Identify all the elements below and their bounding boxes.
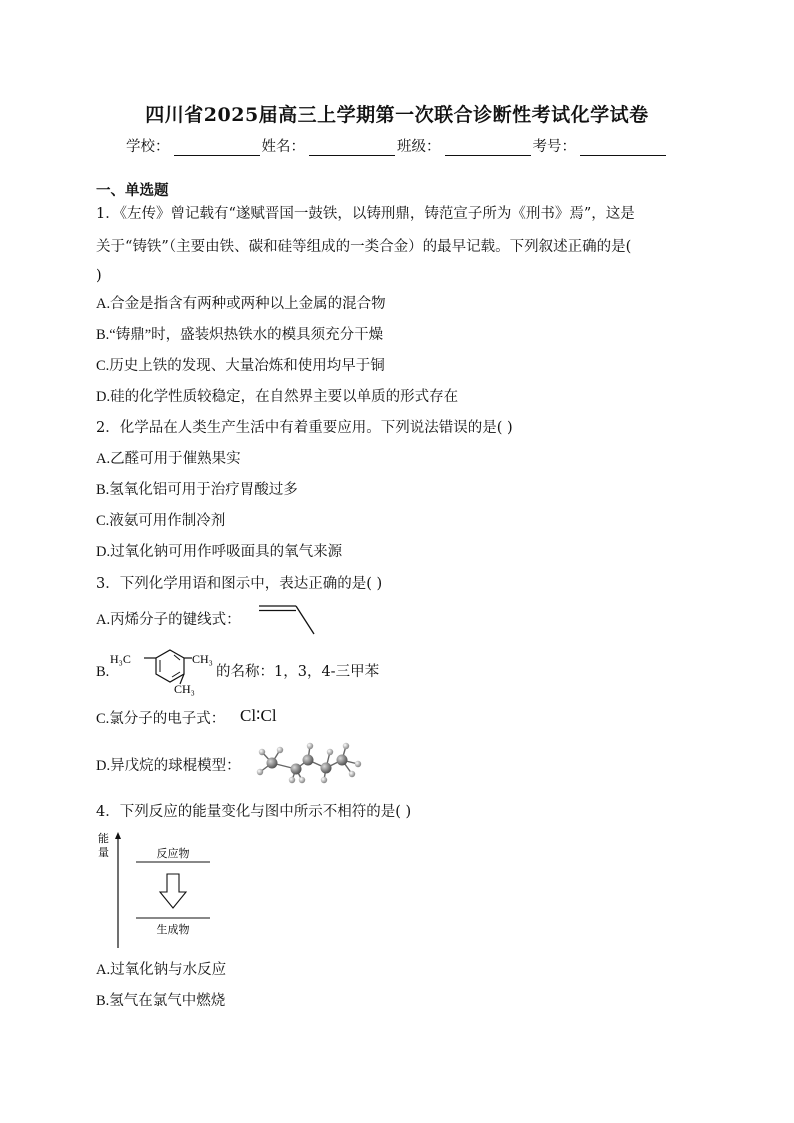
section-heading: 一、单选题	[96, 182, 169, 199]
trimethylbenzene-structure	[108, 640, 216, 698]
field-exam-number	[533, 135, 669, 156]
q1-option-a: A.合金是指含有两种或两种以上金属的混合物	[96, 296, 386, 312]
field-class-label: 班级：	[397, 139, 441, 155]
q2-option-a: A.乙醛可用于催熟果实	[96, 451, 241, 467]
exam-title: 四川省2025届高三上学期第一次联合诊断性考试化学试卷	[145, 104, 649, 126]
q2-option-b: B.氢氧化铝可用于治疗胃酸过多	[96, 482, 298, 498]
q3-option-d: D.异戊烷的球棍模型：	[96, 758, 241, 774]
field-name-label: 姓名：	[261, 139, 305, 155]
chlorine-electron-formula: Cl∶Cl	[240, 706, 277, 725]
q3-option-c: C.氯分子的电子式：	[96, 711, 226, 727]
q4-stem: 4．下列反应的能量变化与图中所示不相符的是( )	[96, 804, 412, 820]
q3-option-a: A.丙烯分子的键线式：	[96, 612, 241, 628]
field-school-blank[interactable]	[174, 139, 260, 156]
field-class	[397, 135, 533, 156]
q1-stem-line3: )	[96, 268, 102, 284]
ch3-label-bottom: CH₃	[174, 682, 195, 696]
field-class-blank[interactable]	[445, 139, 531, 156]
ch3-label-right: CH₃	[192, 652, 213, 666]
field-exam-number-blank[interactable]	[580, 139, 666, 156]
field-school	[126, 135, 262, 156]
field-exam-number-label: 考号：	[532, 139, 576, 155]
q1-option-c: C.历史上铁的发现、大量冶炼和使用均早于铜	[96, 358, 385, 374]
q1-stem-line2: 关于“铸铁”（主要由铁、碳和硅等组成的一类合金）的最早记载。下列叙述正确的是(	[96, 239, 632, 255]
q3-option-b-text: 的名称：1，3，4-三甲苯	[216, 664, 380, 680]
energy-diagram	[96, 830, 216, 950]
product-label: 生成物	[156, 924, 190, 936]
energy-axis-label-2: 量	[98, 847, 109, 859]
reactant-label: 反应物	[156, 848, 190, 860]
q1-option-b: B.“铸鼎”时，盛装炽热铁水的模具须充分干燥	[96, 327, 384, 343]
h3c-label: H₃C	[110, 652, 131, 666]
q1-option-d: D.硅的化学性质较稳定，在自然界主要以单质的形式存在	[96, 389, 459, 405]
student-info-fields	[0, 135, 794, 156]
propene-skeletal-formula	[256, 603, 318, 637]
q1-stem-line1: 1．《左传》曾记载有“遂赋晋国一鼓铁，以铸刑鼎，铸范宣子所为《刑书》焉”，这是	[96, 206, 635, 222]
q4-option-a: A.过氧化钠与水反应	[96, 962, 227, 978]
q3-stem: 3．下列化学用语和图示中，表达正确的是( )	[96, 576, 383, 592]
field-name	[262, 135, 398, 156]
q2-option-c: C.液氨可用作制冷剂	[96, 513, 226, 529]
isopentane-ball-stick-model	[252, 738, 370, 784]
q2-stem: 2．化学品在人类生产生活中有着重要应用。下列说法错误的是( )	[96, 420, 513, 436]
field-school-label: 学校：	[126, 139, 170, 155]
field-name-blank[interactable]	[309, 139, 395, 156]
q3-option-b-prefix: B.	[96, 664, 110, 680]
q2-option-d: D.过氧化钠可用作呼吸面具的氧气来源	[96, 544, 343, 560]
energy-axis-label-1: 能	[98, 833, 109, 845]
down-arrow-icon	[160, 874, 186, 908]
q4-option-b: B.氢气在氯气中燃烧	[96, 993, 226, 1009]
